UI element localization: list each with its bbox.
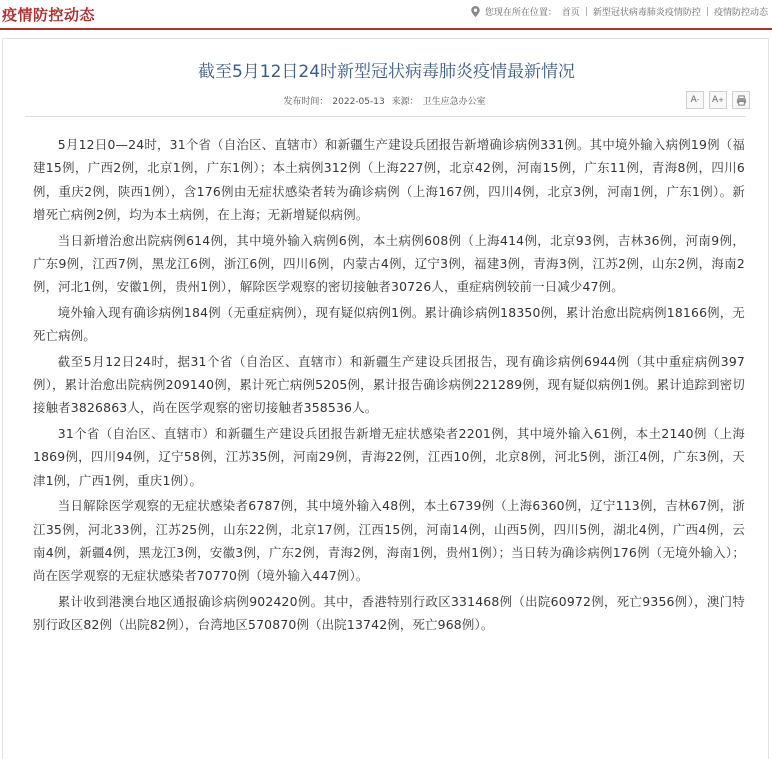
source-label: 来源： — [391, 97, 419, 107]
breadcrumb-link-covid-news[interactable]: 疫情防控动态 — [713, 8, 768, 18]
article-meta — [3, 94, 770, 107]
paragraph-new-cases: 5月12日0—24时，31个省（自治区、直辖市）和新疆生产建设兵团报告新增确诊病例331例。其中境外输入病例19例（福建15例，广西2例，北京1例，广东1例）；本土病例312例（上海227例，北京42例，河南15例，广东11例，青海8例，四川6例，重庆2例，陕西1例），含176例由无症状感染者转为确诊病例（上海167例，四川4例，北京3例，河南1例，广东1例）。新增死亡病例2例，均为本土病例，在上海；无新增疑似病例。 — [33, 137, 745, 223]
publish-date: 2022-05-13 — [332, 97, 385, 107]
breadcrumb-separator: | — [705, 6, 709, 17]
breadcrumb — [471, 5, 768, 18]
paragraph-cumulative: 截至5月12日24时，据31个省（自治区、直辖市）和新疆生产建设兵团报告，现有确诊病例6944例（其中重症病例397例），累计治愈出院病例209140例，累计死亡病例5205例，累计报告确诊病例221289例，现有疑似病例1例。累计追踪到密切接触者3826863人，尚在医学观察的密切接触者358536人。 — [33, 353, 745, 416]
paragraph-imported: 境外输入现有确诊病例184例（无重症病例），现有疑似病例1例。累计确诊病例18350例，累计治愈出院病例18166例，无死亡病例。 — [33, 304, 745, 344]
font-decrease-button[interactable]: A - — [686, 91, 704, 109]
breadcrumb-separator: | — [584, 6, 588, 17]
source-value: 卫生应急办公室 — [422, 97, 486, 107]
font-decrease-label: A — [690, 95, 697, 105]
font-increase-button[interactable]: A + — [709, 91, 727, 109]
print-icon — [736, 95, 747, 106]
paragraph-asymptomatic-new: 31个省（自治区、直辖市）和新疆生产建设兵团报告新增无症状感染者2201例，其中境外输入61例，本土2140例（上海1869例，四川94例，辽宁58例，江苏35例，河南29例，青海22例，江西10例，北京8例，河北5例，浙江4例，广东3例，天津1例，广西1例，重庆1例）。 — [33, 425, 745, 488]
paragraph-asymptomatic-released: 当日解除医学观察的无症状感染者6787例，其中境外输入48例，本土6739例（上海6360例，辽宁113例，吉林67例，浙江35例，河北33例，江苏25例，山东22例，北京17例，江西15例，河南14例，山西5例，四川5例，湖北4例，广西4例，云南4例，新疆4例，黑龙江3例，安徽3例，广东2例，青海2例，海南1例，贵州1例）；当日转为确诊病例176例（无境外输入）；尚在医学观察的无症状感染者70770例（境外输入447例）。 — [33, 498, 745, 584]
article-panel — [2, 38, 769, 759]
paragraph-hk-macao-taiwan: 累计收到港澳台地区通报确诊病例902420例。其中，香港特别行政区331468例（出院60972例，死亡9356例），澳门特别行政区82例（出院82例），台湾地区570870例（出院13742例，死亡968例）。 — [33, 593, 745, 633]
article-tools — [686, 91, 750, 109]
breadcrumb-link-covid-prevention[interactable]: 新型冠状病毒肺炎疫情防控 — [592, 8, 701, 18]
section-title: 疫情防控动态 — [2, 6, 96, 24]
breadcrumb-link-home[interactable]: 首页 — [561, 8, 580, 18]
font-increase-label: A — [711, 95, 719, 105]
location-pin-icon — [471, 6, 480, 17]
article-title: 截至5月12日24时新型冠状病毒肺炎疫情最新情况 — [197, 62, 576, 82]
breadcrumb-location-label: 您现在所在位置： — [484, 8, 557, 18]
publish-label: 发布时间： — [283, 97, 329, 107]
title-divider — [25, 116, 746, 117]
print-button[interactable] — [732, 91, 750, 109]
paragraph-recoveries: 当日新增治愈出院病例614例，其中境外输入病例6例，本土病例608例（上海414例，北京93例，吉林36例，河南9例，广东9例，江西7例，黑龙江6例，浙江6例，四川6例，内蒙古4例，辽宁3例，福建3例，青海3例，江苏2例，山东2例，海南2例，河北1例，安徽1例，贵州1例），解除医学观察的密切接触者30726人，重症病例较前一日减少47例。 — [33, 232, 745, 295]
article-body — [33, 133, 745, 639]
page-header — [0, 0, 772, 30]
